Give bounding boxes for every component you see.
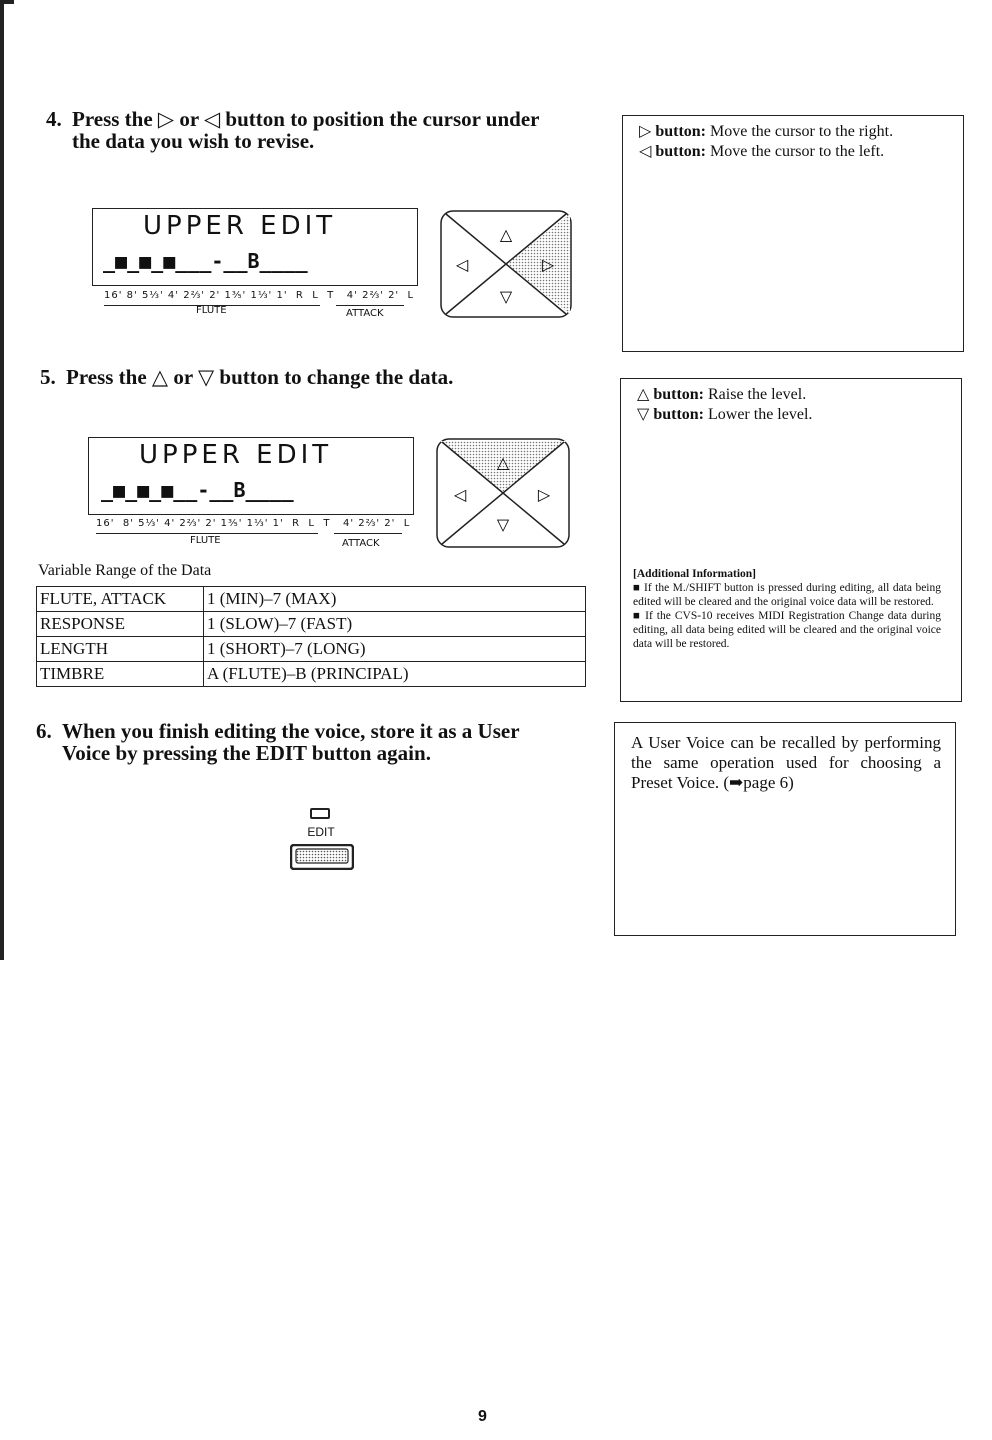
down-button-note: [637, 405, 951, 425]
binding-edge-mark: [0, 0, 14, 4]
left-button-label: button:: [655, 143, 706, 160]
step-5-heading: [40, 365, 606, 389]
lcd-1-title: UPPER EDIT: [143, 211, 337, 241]
up-button-label: button:: [653, 386, 704, 403]
lcd-1-attack-label: ATTACK: [346, 308, 384, 319]
left-triangle-icon: ◁: [455, 255, 469, 274]
range-table-row: [37, 662, 586, 687]
user-voice-note-box: [614, 722, 956, 936]
lcd-1-footage-scale: 16' 8' 5⅓' 4' 2⅔' 2' 1⅗' 1⅓' 1' R L T 4' 2⅔' 2' L: [104, 290, 415, 301]
page-number: 9: [478, 1408, 487, 1425]
up-triangle-icon: △: [499, 225, 513, 244]
step-4-line1: Press the ▷ or ◁ button to position the cursor under: [72, 107, 540, 131]
user-voice-note-text: A User Voice can be recalled by performing the same operation used for choosing a Preset Voice. (➡page 6): [631, 733, 941, 792]
left-button-text: Move the cursor to the left.: [710, 143, 885, 160]
edit-key-icon: [290, 844, 354, 870]
bullet-icon: ■: [633, 582, 641, 594]
lcd-1-flute-label: FLUTE: [196, 305, 227, 316]
step-6-heading: [36, 719, 612, 765]
edit-button-label: EDIT: [307, 825, 335, 839]
right-triangle-icon: ▷: [541, 255, 555, 274]
range-param-cell: FLUTE, ATTACK: [37, 587, 204, 612]
right-button-label: button:: [655, 123, 706, 140]
lcd-2-footage-scale: 16' 8' 5⅓' 4' 2⅔' 2' 1⅗' 1⅓' 1' R L T 4' 2⅔' 2' L: [96, 518, 411, 529]
down-triangle-icon: ▽: [499, 287, 513, 306]
up-button-text: Raise the level.: [708, 386, 807, 403]
down-triangle-icon: ▽: [637, 406, 650, 423]
left-triangle-icon: ◁: [639, 143, 652, 160]
step-5-number: 5.: [40, 365, 56, 389]
step-6-line2: Voice by pressing the EDIT button again.: [62, 741, 431, 765]
range-value-cell: 1 (SLOW)–7 (FAST): [204, 612, 586, 637]
right-triangle-icon: ▷: [537, 485, 551, 504]
range-param-cell: TIMBRE: [37, 662, 204, 687]
range-table-row: [37, 587, 586, 612]
up-triangle-icon: △: [637, 386, 650, 403]
lcd-1-data-row: _■_■_■___-__B____: [103, 249, 308, 273]
range-table-row: [37, 637, 586, 662]
lcd-display-1: [92, 208, 418, 286]
additional-information: [633, 567, 941, 651]
range-table-caption: Variable Range of the Data: [38, 562, 212, 579]
down-triangle-icon: ▽: [496, 515, 510, 534]
additional-item-2-text: If the CVS-10 receives MIDI Registration Change data during editing, all data being edited will be cleared and the original voice data will be restored.: [633, 610, 941, 650]
right-triangle-icon: ▷: [639, 123, 652, 140]
left-triangle-icon: ◁: [453, 485, 467, 504]
up-triangle-icon: △: [496, 453, 510, 472]
step-5-line1: Press the △ or ▽ button to change the data.: [66, 365, 454, 389]
step-4-number: 4.: [46, 107, 62, 131]
left-button-note: [639, 142, 953, 162]
up-button-note: [637, 385, 951, 405]
range-value-cell: 1 (MIN)–7 (MAX): [204, 587, 586, 612]
cursor-pad-1-right-highlighted[interactable]: [440, 210, 572, 318]
lcd-2-flute-label: FLUTE: [190, 535, 221, 546]
range-table-row: [37, 612, 586, 637]
cursor-buttons-note-box: [622, 115, 964, 352]
bullet-icon: ■: [633, 610, 642, 622]
additional-item-1-text: If the M./SHIFT button is pressed during editing, all data being edited will be cleared and the original voice data will be restored.: [633, 582, 941, 608]
lcd-2-flute-rule: [96, 533, 318, 534]
right-button-note: [639, 122, 953, 142]
step-6-number: 6.: [36, 719, 52, 743]
range-param-cell: LENGTH: [37, 637, 204, 662]
additional-information-item-2: [633, 609, 941, 651]
down-button-text: Lower the level.: [708, 406, 813, 423]
edit-led-icon: [310, 808, 330, 819]
variable-range-table: [36, 586, 586, 687]
binding-edge: [0, 0, 4, 960]
lcd-display-2: [88, 437, 414, 515]
range-param-cell: RESPONSE: [37, 612, 204, 637]
cursor-pad-2-up-highlighted[interactable]: [436, 438, 570, 548]
lcd-2-attack-rule: [334, 533, 402, 534]
range-value-cell: 1 (SHORT)–7 (LONG): [204, 637, 586, 662]
additional-information-heading: [Additional Information]: [633, 568, 756, 580]
range-value-cell: A (FLUTE)–B (PRINCIPAL): [204, 662, 586, 687]
lcd-1-attack-rule: [336, 305, 404, 306]
lcd-2-attack-label: ATTACK: [342, 538, 380, 549]
step-4-line2: the data you wish to revise.: [72, 129, 315, 153]
lcd-2-data-row: _■_■_■__-__B____: [101, 478, 294, 502]
right-button-text: Move the cursor to the right.: [710, 123, 894, 140]
step-4-heading: [46, 107, 612, 153]
additional-information-item-1: [633, 581, 941, 609]
edit-button-illustration[interactable]: [290, 808, 356, 864]
step-6-line1: When you finish editing the voice, store it as a User: [62, 719, 520, 743]
lcd-2-title: UPPER EDIT: [139, 440, 333, 470]
down-button-label: button:: [653, 406, 704, 423]
level-buttons-note-box: [620, 378, 962, 702]
